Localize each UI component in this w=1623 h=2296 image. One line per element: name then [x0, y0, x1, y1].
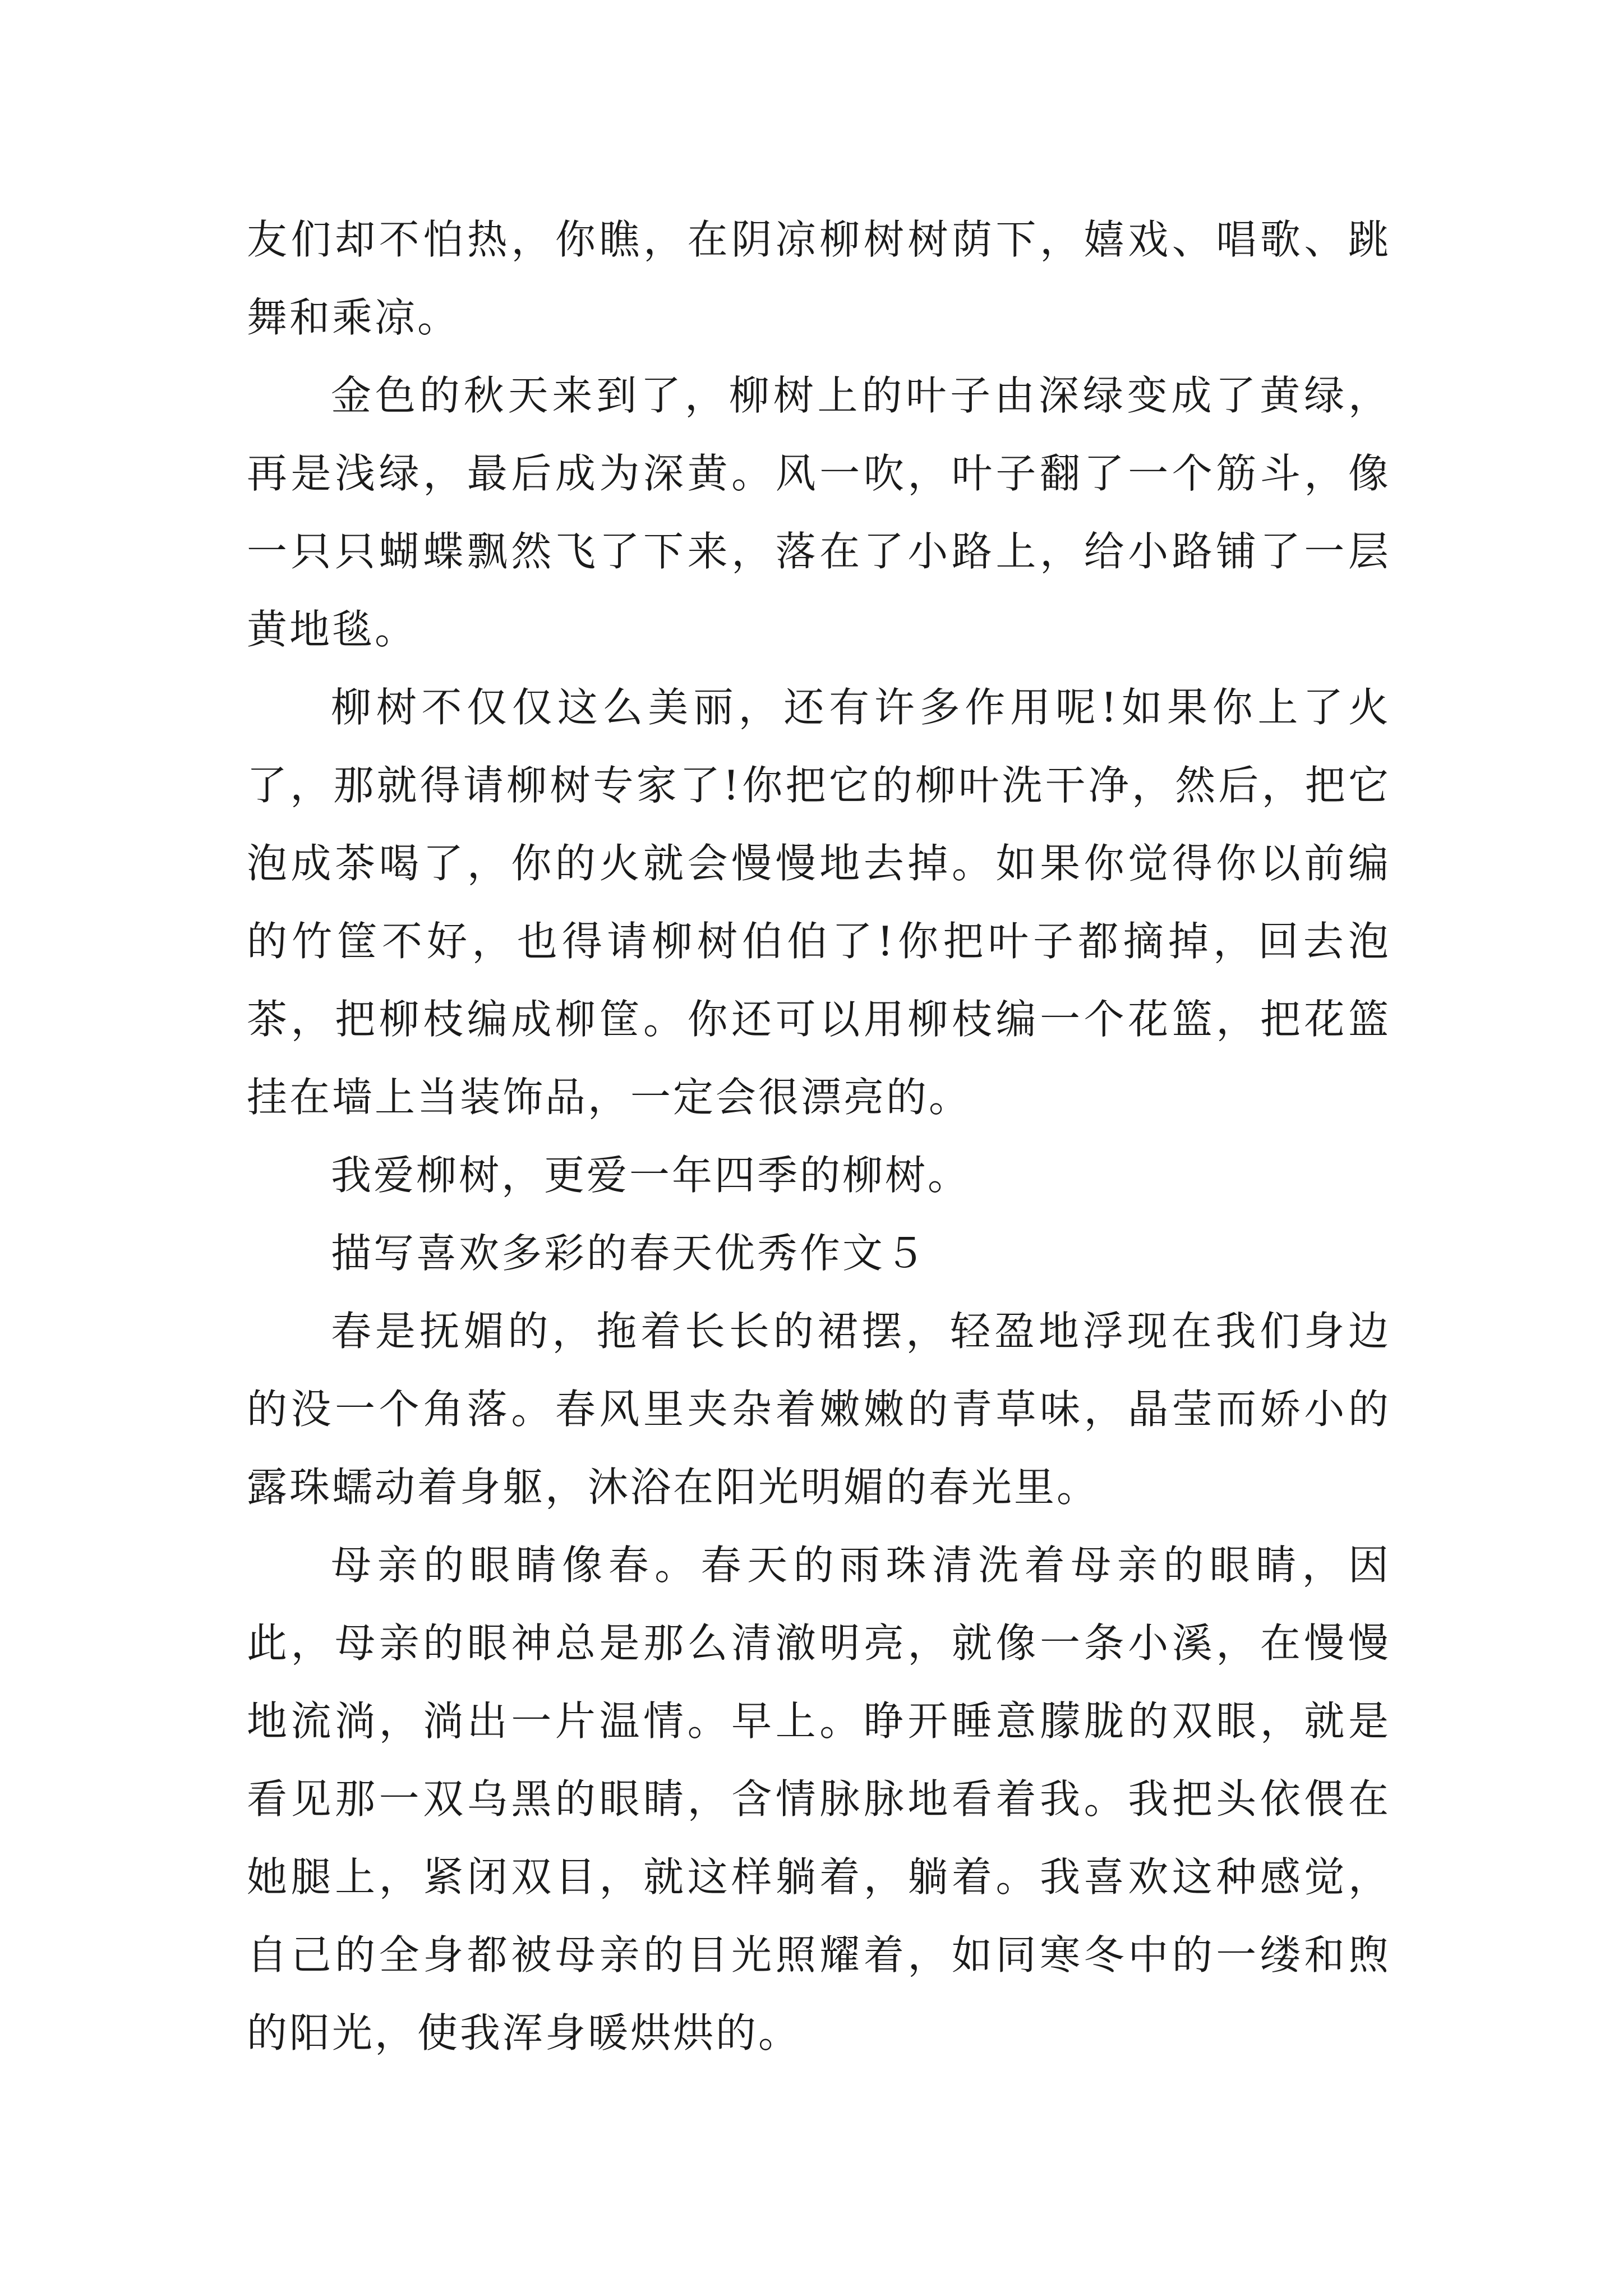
paragraph-mother-eyes: 母亲的眼睛像春。春天的雨珠清洗着母亲的眼睛，因此，母亲的眼神总是那么清澈明亮，就像一条小溪，在慢慢地流淌，淌出一片温情。早上。睁开睡意朦胧的双眼，就是看见那一双乌黑的眼睛，含情脉脉地看着我。我把头依偎在她腿上，紧闭双目，就这样躺着，躺着。我喜欢这种感觉，自己的全身都被母亲的目光照耀着，如同寒冬中的一缕和煦的阳光，使我浑身暖烘烘的。: [247, 1542, 1391, 2056]
paragraph-love-willow: 我爱柳树，更爱一年四季的柳树。: [331, 1152, 971, 1199]
paragraph-spring-intro: 春是抚媚的，拖着长长的裙摆，轻盈地浮现在我们身边的没一个角落。春风里夹杂着嫩嫩的青草味，晶莹而娇小的露珠蠕动着身躯，沐浴在阳光明媚的春光里。: [247, 1308, 1391, 1511]
paragraph-willow-uses: 柳树不仅仅这么美丽，还有许多作用呢!如果你上了火了，那就得请柳树专家了!你把它的柳叶洗干净，然后，把它泡成茶喝了，你的火就会慢慢地去掉。如果你觉得你以前编的竹筐不好，也得请柳树伯伯了!你把叶子都摘掉，回去泡茶，把柳枝编成柳筐。你还可以用柳枝编一个花篮，把花篮挂在墙上当装饰品，一定会很漂亮的。: [247, 684, 1391, 1121]
essay-title: 描写喜欢多彩的春天优秀作文５: [331, 1230, 928, 1277]
paragraph-autumn: 金色的秋天来到了，柳树上的叶子由深绿变成了黄绿，再是浅绿，最后成为深黄。风一吹，叶子翻了一个筋斗，像一只只蝴蝶飘然飞了下来，落在了小路上，给小路铺了一层黄地毯。: [247, 372, 1391, 653]
paragraph-continuation: 友们却不怕热，你瞧，在阴凉柳树树荫下，嬉戏、唱歌、跳舞和乘凉。: [247, 216, 1391, 341]
document-body: [247, 201, 1391, 2072]
